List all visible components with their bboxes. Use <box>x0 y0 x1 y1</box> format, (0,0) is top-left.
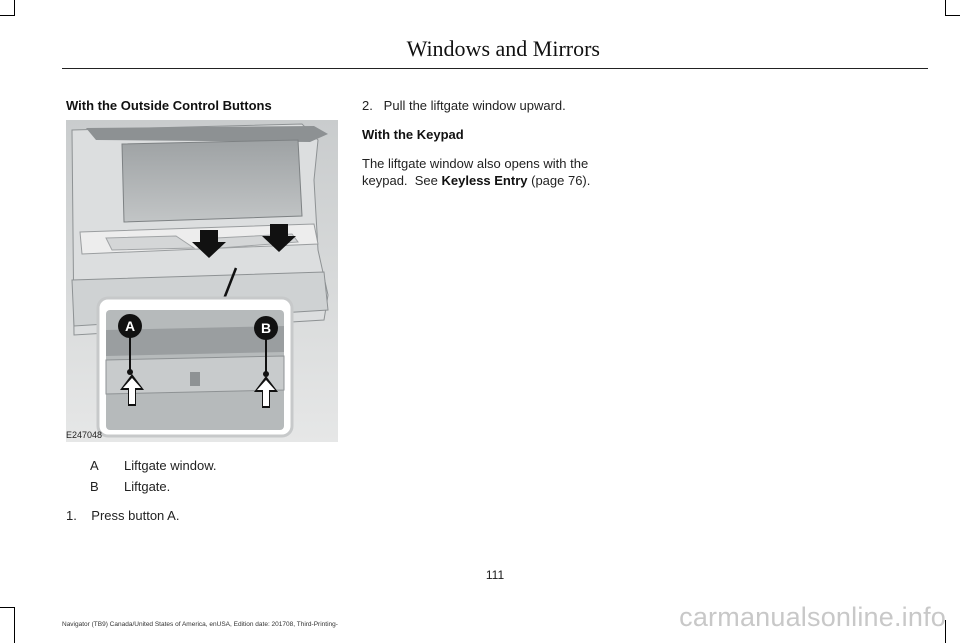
step-1: 1. Press button A. <box>66 508 180 523</box>
figure-id: E247048 <box>66 430 103 440</box>
callout-a-label: A <box>124 318 136 334</box>
crop-mark-bottom-left-h <box>0 607 15 608</box>
legend-text: Liftgate window. <box>124 458 217 473</box>
legend-letter: B <box>90 479 99 494</box>
section-heading-outside-buttons: With the Outside Control Buttons <box>66 98 272 113</box>
page-title: Windows and Mirrors <box>406 36 600 61</box>
legend-letter: A <box>90 458 99 473</box>
legend-text: Liftgate. <box>124 479 171 494</box>
crop-mark-top-left-h <box>0 15 15 16</box>
crop-mark-top-left <box>14 0 15 16</box>
keypad-paragraph <box>362 155 652 189</box>
liftgate-illustration <box>66 120 338 442</box>
watermark: carmanualsonline.info <box>679 602 946 632</box>
page-number: 111 <box>485 568 505 582</box>
keypad-line-2-prefix: keypad. See <box>362 173 442 188</box>
keypad-line-2-suffix: (page 76). <box>527 173 591 188</box>
keypad-line-1: The liftgate window also opens with the <box>362 156 589 171</box>
edition-footer: Navigator (TB9) Canada/United States of America, enUSA, Edition date: 201708, Third-Printing- <box>62 621 338 628</box>
crop-mark-top-right-h <box>945 15 960 16</box>
crop-mark-bottom-left <box>14 607 15 643</box>
callout-b-label: B <box>260 320 272 336</box>
section-heading-keypad: With the Keypad <box>362 127 464 142</box>
step-2: 2. Pull the liftgate window upward. <box>362 98 566 113</box>
liftgate-svg <box>66 120 338 442</box>
keyless-entry-link[interactable]: Keyless Entry <box>441 173 528 188</box>
crop-mark-top-right <box>945 0 946 16</box>
header-rule <box>62 68 928 69</box>
